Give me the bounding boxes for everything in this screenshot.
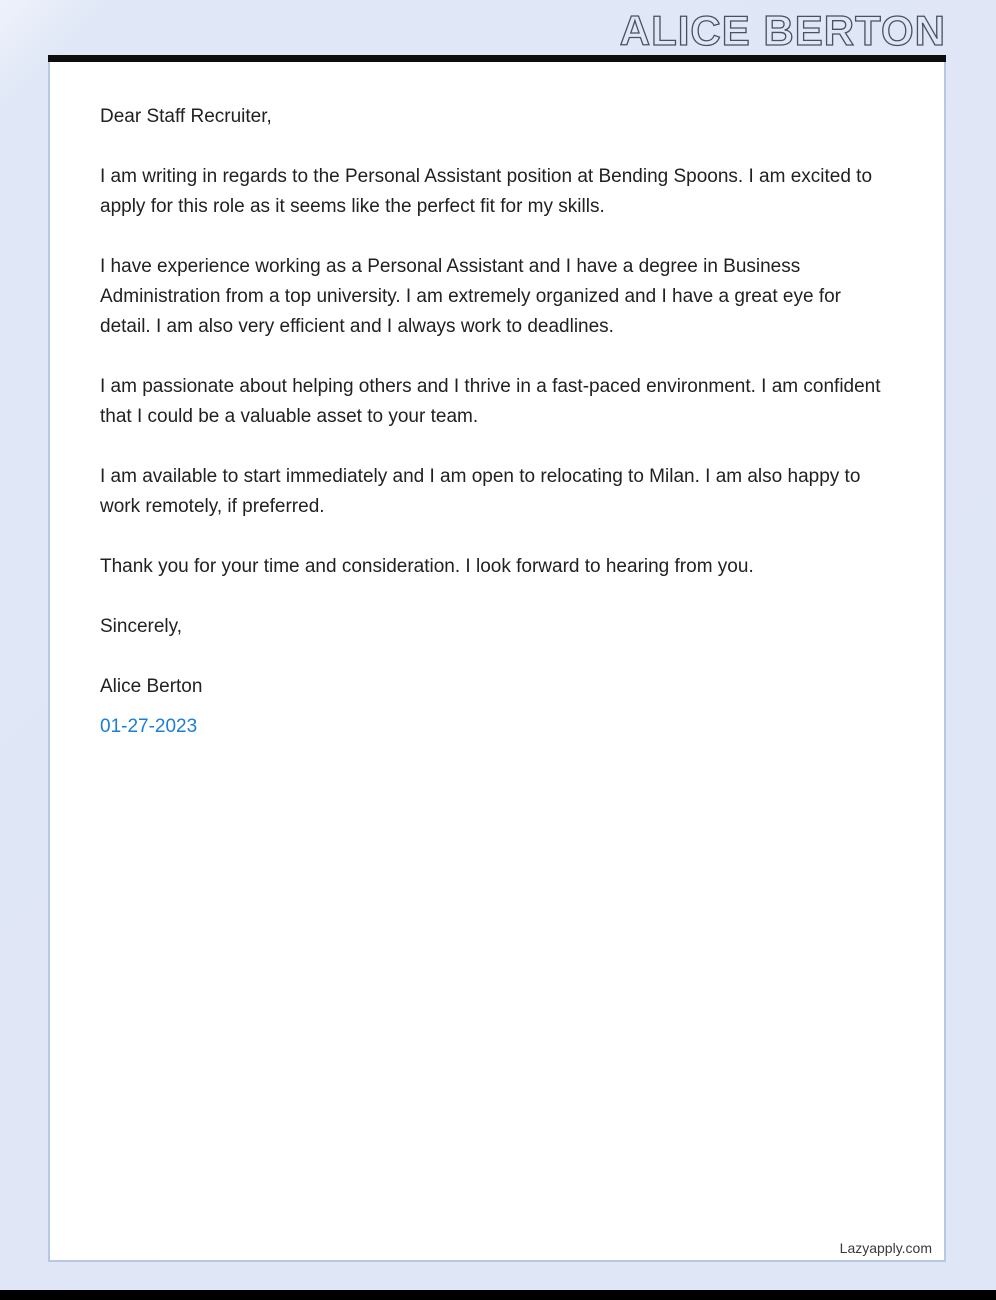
salutation: Dear Staff Recruiter, [100,106,272,127]
page-title: ALICE BERTON [619,7,946,54]
letter-paragraph: I have experience working as a Personal Assistant and I have a degree in Business Administration from a top university. I am extremely organized and I have a great eye for detail. I am also very efficient and I always work to deadlines. [100,256,841,337]
brand-watermark: Lazyapply.com [839,1240,932,1256]
letter-document [48,62,946,1262]
letter-body [50,62,944,742]
closing: Sincerely, [100,616,183,637]
letter-paragraph: I am available to start immediately and I am open to relocating to Milan. I am also happy to work remotely, if preferred. [100,466,861,517]
date-link[interactable]: 01-27-2023 [100,716,198,737]
top-accent-bar [48,55,946,62]
letter-paragraph: I am writing in regards to the Personal Assistant position at Bending Spoons. I am excited to apply for this role as it seems like the perfect fit for my skills. [100,166,873,217]
letter-paragraph: Thank you for your time and consideration. I look forward to hearing from you. [100,556,754,577]
bottom-accent-bar [0,1290,996,1300]
signature: Alice Berton [100,676,203,697]
letter-paragraph: I am passionate about helping others and I thrive in a fast-paced environment. I am confident that I could be a valuable asset to your team. [100,376,881,427]
